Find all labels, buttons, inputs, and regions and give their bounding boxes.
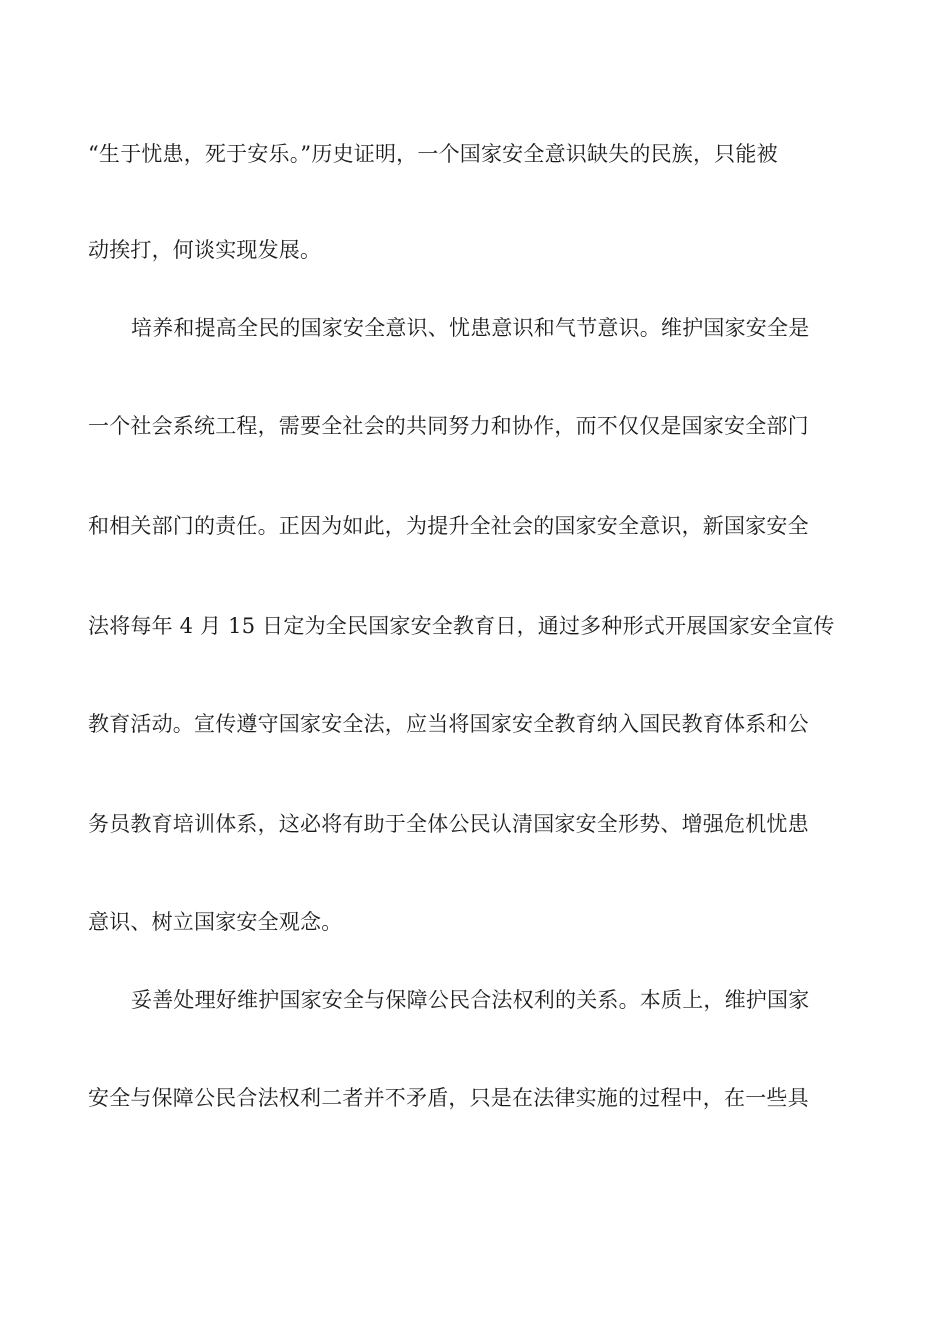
paragraph-line-3: 培养和提高全民的国家安全意识、忧患意识和气节意识。维护国家安全是	[131, 316, 810, 340]
paragraph-line-1: “生于忧患，死于安乐。”历史证明，一个国家安全意识缺失的民族，只能被	[88, 142, 778, 166]
paragraph-line-7: 教育活动。宣传遵守国家安全法，应当将国家安全教育纳入国民教育体系和公	[88, 712, 809, 736]
paragraph-line-2: 动挨打，何谈实现发展。	[88, 238, 322, 262]
paragraph-line-5: 和相关部门的责任。正因为如此，为提升全社会的国家安全意识，新国家安全	[88, 514, 809, 538]
paragraph-line-4: 一个社会系统工程，需要全社会的共同努力和协作，而不仅仅是国家安全部门	[88, 414, 809, 438]
paragraph-line-11: 安全与保障公民合法权利二者并不矛盾，只是在法律实施的过程中，在一些具	[88, 1086, 809, 1110]
paragraph-line-9: 意识、树立国家安全观念。	[88, 910, 343, 934]
paragraph-line-8: 务员教育培训体系，这必将有助于全体公民认清国家安全形势、增强危机忧患	[88, 812, 809, 836]
paragraph-line-6: 法将每年 4 月 15 日定为全民国家安全教育日，通过多种形式开展国家安全宣传	[88, 614, 835, 638]
paragraph-line-10: 妥善处理好维护国家安全与保障公民合法权利的关系。本质上，维护国家	[131, 988, 810, 1012]
